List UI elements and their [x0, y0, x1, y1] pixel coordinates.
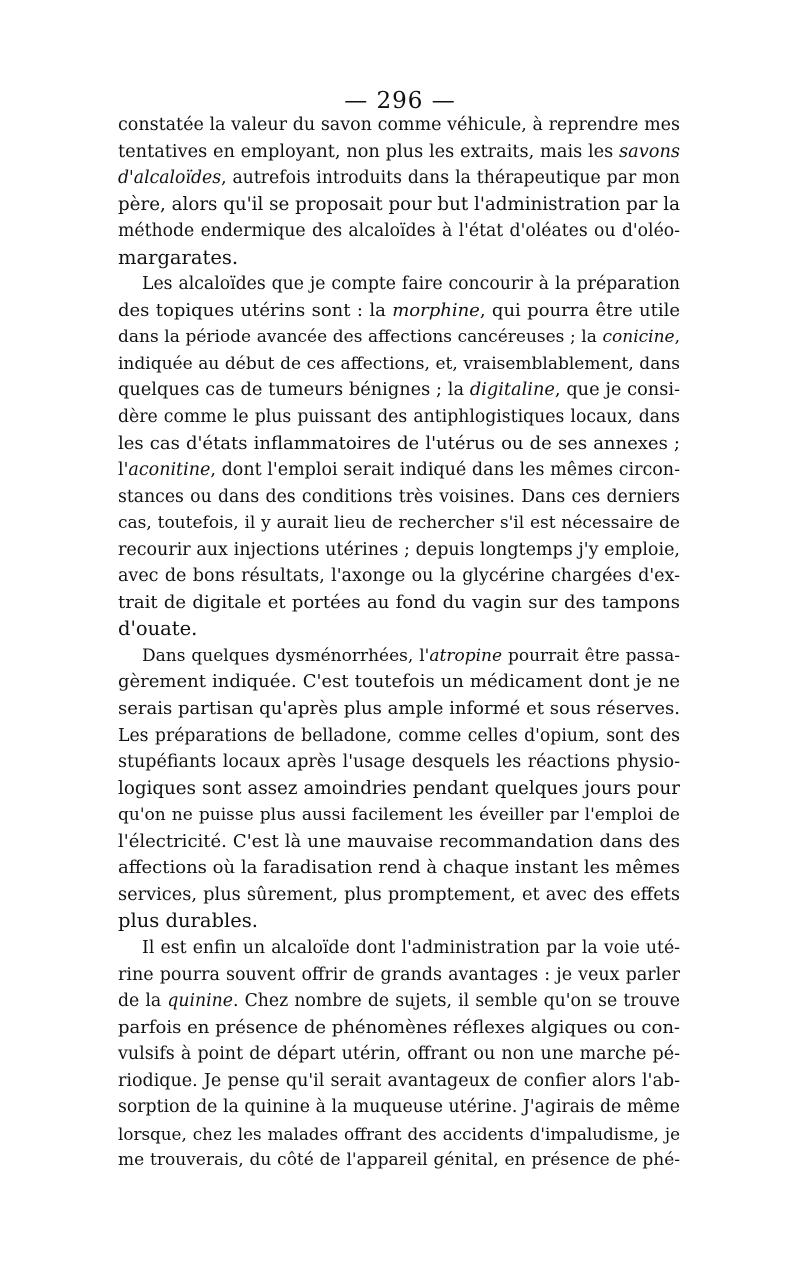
text-line [118, 882, 680, 909]
text-segment: , dont l'emploi serait indiqué dans les mêmes circon- [210, 460, 680, 481]
italic-term: savons [619, 141, 680, 162]
page-number: — 296 — [344, 88, 456, 114]
text-segment: d'ouate. [118, 617, 198, 641]
text-line [118, 1015, 680, 1042]
text-line [118, 457, 680, 484]
text-segment: , que je consi- [554, 380, 680, 401]
text-segment: constatée la valeur du savon comme véhicule, à reprendre mes [118, 115, 680, 135]
text-line [118, 324, 680, 351]
text-segment: logiques sont assez amoindries pendant quelques jours pour [118, 777, 680, 799]
text-segment: gèrement indiquée. C'est toutefois un médicament dont je ne [118, 671, 680, 693]
text-segment: me trouverais, du côté de l'appareil génital, en présence de phé- [118, 1150, 680, 1171]
text-line [118, 377, 680, 404]
text-line [118, 351, 680, 378]
text-segment: , [674, 327, 680, 348]
text-segment: de la [118, 991, 168, 1012]
text-segment: avec de bons résultats, l'axonge ou la glycérine chargées d'ex- [118, 566, 680, 587]
text-line [118, 802, 680, 829]
text-segment: tentatives en employant, non plus les extraits, mais les [118, 141, 620, 162]
text-segment: Dans quelques dysménorrhées, l' [142, 645, 430, 666]
text-segment: l' [118, 460, 129, 481]
text-segment: parfois en présence de phénomènes réflexes algiques ou con- [118, 1016, 680, 1038]
text-line [118, 245, 680, 272]
text-line [118, 855, 680, 882]
text-line [118, 271, 680, 298]
text-line [118, 988, 680, 1015]
text-segment: père, alors qu'il se proposait pour but l'administration par la [118, 193, 680, 215]
text-line [118, 537, 680, 564]
text-segment: quelques cas de tumeurs bénignes ; la [118, 380, 470, 401]
text-segment: qu'on ne puisse plus aussi facilement les éveiller par l'emploi de [118, 805, 680, 826]
text-segment: l'électricité. C'est là une mauvaise recommandation dans des [118, 830, 680, 852]
text-line [118, 962, 680, 989]
text-line [118, 218, 680, 245]
text-line [118, 669, 680, 696]
text-segment: Les alcaloïdes que je compte faire concourir à la préparation [142, 274, 680, 295]
text-line [118, 935, 680, 962]
text-segment: affections où la faradisation rend à chaque instant les mêmes [118, 857, 680, 879]
text-segment: sorption de la quinine à la muqueuse utérine. J'agirais de même [118, 1097, 680, 1118]
text-segment: services, plus sûrement, plus promptement, et avec des effets [118, 884, 680, 905]
text-segment: vulsifs à point de départ utérin, offrant ou non une marche pé- [118, 1044, 680, 1065]
italic-term: atropine [429, 645, 503, 666]
italic-term: digitaline [469, 380, 555, 401]
text-segment: plus durables. [118, 909, 258, 933]
text-line [118, 1094, 680, 1121]
text-line [118, 431, 680, 458]
text-segment: indiquée au début de ces affections, et, vraisemblablement, dans [118, 353, 680, 374]
text-line [118, 749, 680, 776]
text-line [118, 1147, 680, 1174]
text-line [118, 563, 680, 590]
text-line [118, 112, 680, 139]
text-segment: margarates. [118, 245, 239, 269]
text-segment: stances ou dans des conditions très voisines. Dans ces derniers [118, 486, 680, 507]
text-segment: trait de digitale et portées au fond du vagin sur des tampons [118, 591, 680, 613]
text-line [118, 1041, 680, 1068]
text-line [118, 1068, 680, 1095]
italic-term: conicine [602, 327, 675, 348]
text-segment: serais partisan qu'après plus ample informé et sous réserves. [118, 698, 680, 720]
text-line [118, 404, 680, 431]
text-segment: dans la période avancée des affections cancéreuses ; la [118, 327, 603, 348]
text-line [118, 165, 680, 192]
text-segment: recourir aux injections utérines ; depuis longtemps j'y emploie, [118, 539, 680, 560]
text-line [118, 192, 680, 219]
text-segment: dère comme le plus puissant des antiphlogistiques locaux, dans [118, 407, 680, 428]
text-segment: méthode endermique des alcaloïdes à l'état d'oléates ou d'oléo- [118, 221, 680, 242]
text-line [118, 616, 680, 643]
text-segment: lorsque, chez les malades offrant des accidents d'impaludisme, je [118, 1123, 680, 1144]
text-line [118, 510, 680, 537]
text-segment: rine pourra souvent offrir de grands avantages : je veux parler [118, 964, 680, 985]
text-line [118, 908, 680, 935]
text-segment: des topiques utérins sont : la [118, 299, 393, 321]
text-line [118, 696, 680, 723]
text-segment: Il est enfin un alcaloïde dont l'administration par la voie uté- [142, 937, 680, 958]
text-segment: cas, toutefois, il y aurait lieu de rechercher s'il est nécessaire de [118, 513, 680, 534]
text-segment: . Chez nombre de sujets, il semble qu'on se trouve [232, 991, 680, 1012]
text-line [118, 139, 680, 166]
italic-term: quinine [167, 991, 233, 1012]
body-text [118, 112, 680, 1174]
text-line [118, 298, 680, 325]
italic-term: morphine [392, 299, 480, 321]
text-line [118, 776, 680, 803]
text-segment: stupéfiants locaux après l'usage desquels les réactions physio- [118, 752, 680, 773]
text-line [118, 723, 680, 750]
text-line [118, 829, 680, 856]
italic-term: d'alcaloïdes [118, 168, 222, 189]
italic-term: aconitine [128, 460, 211, 481]
text-segment: Les préparations de belladone, comme celles d'opium, sont des [118, 725, 680, 746]
text-segment: pourrait être passa- [502, 645, 681, 666]
text-segment: les cas d'états inflammatoires de l'utérus ou de ses annexes ; [118, 432, 680, 454]
text-segment: riodique. Je pense qu'il serait avantageux de confier alors l'ab- [118, 1070, 680, 1091]
text-line [118, 590, 680, 617]
text-segment: , qui pourra être utile [479, 299, 680, 321]
text-line [118, 484, 680, 511]
text-line [118, 1121, 680, 1148]
text-line [118, 643, 680, 670]
text-segment: , autrefois introduits dans la thérapeutique par mon [221, 168, 680, 189]
